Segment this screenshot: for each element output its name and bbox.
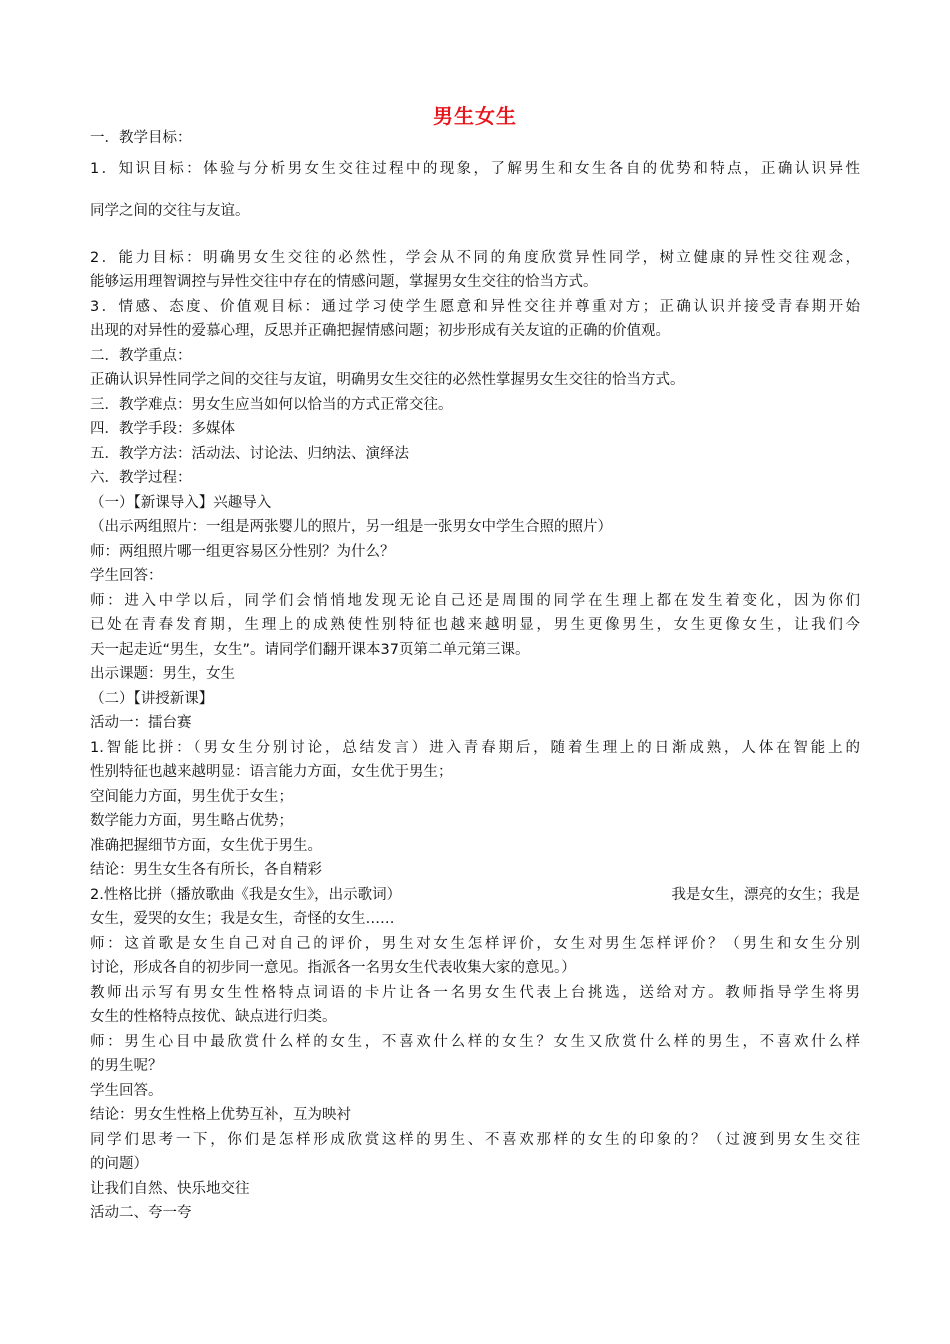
paragraph-line: 已处在青春发育期，生理上的成熟使性别特征也越来越明显，男生更像男生，女生更像女生，让我们今 (90, 617, 860, 633)
paragraph-line: 女生，爱哭的女生；我是女生，奇怪的女生…… (90, 911, 395, 927)
paragraph-line: 出示课题：男生，女生 (90, 666, 235, 682)
subsection-heading: （二）【讲授新课】 (90, 690, 214, 707)
paragraph-line: 师：男生心目中最欣赏什么样的女生，不喜欢什么样的女生？女生又欣赏什么样的男生，不喜欢什么样 (90, 1033, 860, 1050)
paragraph-line: 师：这首歌是女生自己对自己的评价，男生对女生怎样评价，女生对男生怎样评价？（男生和女生分别 (90, 935, 860, 952)
paragraph-line: 空间能力方面，男生优于女生； (90, 788, 293, 805)
paragraph-line: 出现的对异性的爱慕心理，反思并正确把握情感问题；初步形成有关友谊的正确的价值观。 (90, 323, 670, 339)
document-body (90, 126, 860, 1226)
paragraph-line: 同学之间的交往与友谊。 (90, 203, 250, 219)
paragraph-line: 1.智能比拼：（男女生分别讨论，总结发言）进入青春期后，随着生理上的日渐成熟，人体在智能上的 (90, 739, 860, 756)
section-heading: 六．教学过程： (90, 470, 192, 486)
paragraph-line: 2．能力目标：明确男女生交往的必然性，学会从不同的角度欣赏异性同学，树立健康的异性交往观念， (90, 249, 860, 266)
paragraph-line: 教师出示写有男女生性格特点词语的卡片让各一名男女生代表上台挑选，送给对方。教师指导学生将男 (90, 984, 860, 1001)
page-title: 男生女生 (433, 104, 517, 128)
paragraph-line: 的男生呢？ (90, 1058, 163, 1074)
section-heading: 三．教学难点：男女生应当如何以恰当的方式正常交往。 (90, 396, 453, 413)
paragraph-line: 让我们自然、快乐地交往 (90, 1180, 250, 1197)
paragraph-line: 1．知识目标：体验与分析男女生交往过程中的现象，了解男生和女生各自的优势和特点，正确认识异性 (90, 160, 860, 177)
activity-heading: 活动二、夸一夸 (90, 1205, 192, 1221)
section-heading: 四．教学手段：多媒体 (90, 421, 235, 437)
paragraph-line: 的问题） (90, 1156, 148, 1172)
paragraph-line: 结论：男女生性格上优势互补，互为映衬 (90, 1107, 351, 1123)
paragraph-line (90, 883, 860, 908)
paragraph-line: 女生的性格特点按优、缺点进行归类。 (90, 1009, 337, 1025)
paragraph-line: 学生回答。 (90, 1082, 163, 1099)
subsection-heading: （一）【新课导入】兴趣导入 (90, 494, 272, 511)
paragraph-line: 同学们思考一下，你们是怎样形成欣赏这样的男生、不喜欢那样的女生的印象的？（过渡到男女生交往 (90, 1131, 860, 1148)
paragraph-line: 学生回答： (90, 568, 163, 584)
paragraph-line: 讨论，形成各自的初步同一意见。指派各一名男女生代表收集大家的意见。） (90, 960, 576, 976)
paragraph-line: 天一起走近“男生，女生”。请同学们翻开课本37页第二单元第三课。 (90, 641, 530, 658)
section-heading: 一．教学目标： (90, 130, 192, 146)
paragraph-line: 准确把握细节方面，女生优于男生。 (90, 837, 322, 854)
lyrics-segment: 我是女生，漂亮的女生；我是 (671, 886, 860, 903)
activity-heading: 活动一：擂台赛 (90, 715, 192, 731)
paragraph-line: 正确认识异性同学之间的交往与友谊，明确男女生交往的必然性掌握男女生交往的恰当方式。 (90, 372, 685, 388)
paragraph-segment: 2.性格比拼（播放歌曲《我是女生》，出示歌词） (90, 886, 402, 903)
paragraph-line: （出示两组照片：一组是两张婴儿的照片，另一组是一张男女中学生合照的照片） (90, 519, 612, 535)
section-heading: 二．教学重点： (90, 347, 192, 364)
section-heading: 五．教学方法：活动法、讨论法、归纳法、演绎法 (90, 445, 409, 462)
paragraph-line: 3．情感、态度、价值观目标：通过学习使学生愿意和异性交往并尊重对方；正确认识并接受青春期开始 (90, 298, 860, 315)
paragraph-line: 数学能力方面，男生略占优势； (90, 813, 293, 829)
paragraph-line: 师：两组照片哪一组更容易区分性别？为什么？ (90, 543, 395, 560)
paragraph-line: 性别特征也越来越明显：语言能力方面，女生优于男生； (90, 764, 453, 780)
paragraph-line: 能够运用理智调控与异性交往中存在的情感问题，掌握男女生交往的恰当方式。 (90, 274, 598, 290)
paragraph-line: 结论：男生女生各有所长，各自精彩 (90, 862, 322, 878)
paragraph-line: 师：进入中学以后，同学们会悄悄地发现无论自己还是周围的同学在生理上都在发生着变化，因为你们 (90, 592, 860, 609)
